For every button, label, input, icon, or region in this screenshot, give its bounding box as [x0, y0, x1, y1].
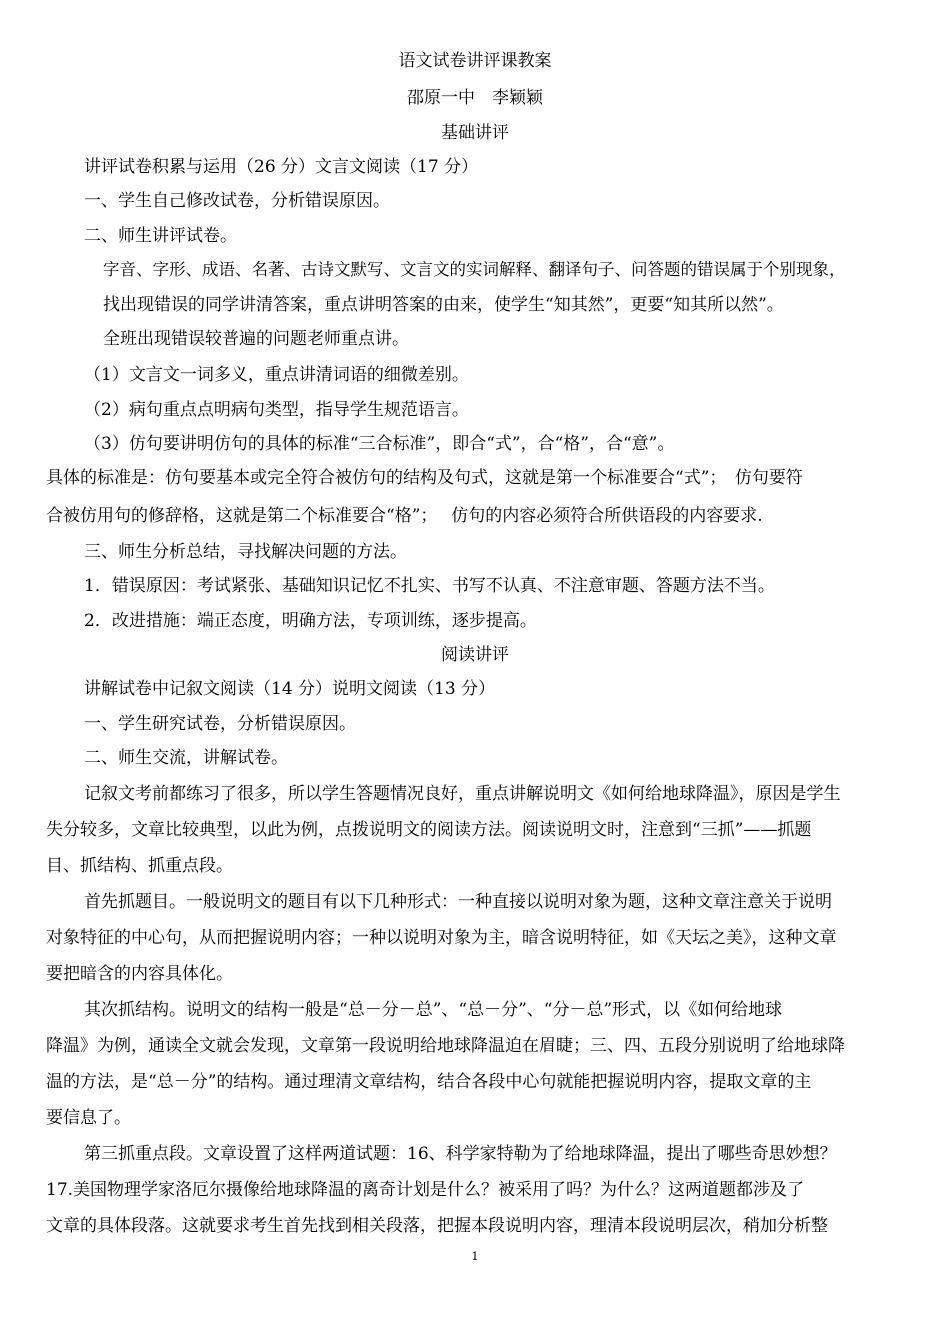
- text-line: 二、师生交流，讲解试卷。: [84, 748, 288, 768]
- text-line: （2）病句重点点明病句类型，指导学生规范语言。: [84, 400, 469, 420]
- author-line: 邵原一中 李颖颖: [407, 88, 543, 108]
- text-line: 1．错误原因：考试紧张、基础知识记忆不扎实、书写不认真、不注意审题、答题方法不当。: [84, 576, 775, 596]
- text-line: 目、抓结构、抓重点段。: [46, 856, 233, 876]
- text-line: 首先抓题目。一般说明文的题目有以下几种形式：一种直接以说明对象为题，这种文章注意关于说明: [84, 892, 832, 912]
- text-line: 要信息了。: [46, 1108, 131, 1128]
- text-line: 一、学生研究试卷，分析错误原因。: [84, 714, 356, 734]
- text-line: 要把暗含的内容具体化。: [46, 964, 233, 984]
- text-line: 记叙文考前都练习了很多，所以学生答题情况良好，重点讲解说明文《如何给地球降温》，原因是学生: [84, 784, 841, 804]
- text-line: 降温》为例，通读全文就会发现，文章第一段说明给地球降温迫在眉睫；三、四、五段分别说明了给地球降: [46, 1036, 845, 1056]
- text-line: 找出现错误的同学讲清答案，重点讲明答案的由来，使学生“知其然”，更要“知其所以然”。: [103, 295, 784, 315]
- text-line: 讲评试卷积累与运用（26 分）文言文阅读（17 分）: [84, 157, 479, 177]
- document-title: 语文试卷讲评课教案: [398, 51, 552, 71]
- text-line: 二、师生讲评试卷。: [84, 226, 237, 246]
- text-line: 全班出现错误较普遍的问题老师重点讲。: [103, 329, 409, 349]
- text-line: 第三抓重点段。文章设置了这样两道试题：16、科学家特勒为了给地球降温，提出了哪些奇思妙想？: [84, 1144, 837, 1164]
- text-line: 温的方法，是“总－分”的结构。通过理清文章结构，结合各段中心句就能把握说明内容，提取文章的主: [46, 1072, 812, 1092]
- text-line: 合被仿用句的修辞格，这就是第二个标准要合“格”； 仿句的内容必须符合所供语段的内容要求.: [46, 506, 763, 526]
- text-line: 2．改进措施：端正态度，明确方法，专项训练，逐步提高。: [84, 611, 537, 631]
- text-line: （1）文言文一词多义，重点讲清词语的细微差别。: [84, 365, 469, 385]
- text-line: 三、师生分析总结，寻找解决问题的方法。: [84, 542, 407, 562]
- text-line: 失分较多，文章比较典型，以此为例，点拨说明文的阅读方法。阅读说明文时，注意到“三抓”——抓题: [46, 820, 812, 840]
- text-line: 字音、字形、成语、名著、古诗文默写、文言文的实词解释、翻译句子、问答题的错误属于个别现象，: [103, 260, 846, 279]
- text-line: （3）仿句要讲明仿句的具体的标准“三合标准”，即合“式”，合“格”，合“意”。: [84, 434, 675, 454]
- text-line: 讲解试卷中记叙文阅读（14 分）说明文阅读（13 分）: [84, 679, 496, 699]
- text-line: 17.美国物理学家洛厄尔摄像给地球降温的离奇计划是什么？被采用了吗？为什么？这两道题都涉及了: [46, 1180, 805, 1200]
- text-line: 文章的具体段落。这就要求考生首先找到相关段落，把握本段说明内容，理清本段说明层次，稍加分析整: [46, 1216, 828, 1236]
- text-line: 其次抓结构。说明文的结构一般是“总－分－总”、“总－分”、“分－总”形式，以《如何给地球: [84, 1000, 783, 1020]
- section-heading-reading: 阅读讲评: [441, 645, 509, 665]
- text-line: 具体的标准是：仿句要基本或完全符合被仿句的结构及句式，这就是第一个标准要合“式”； 仿句要符: [46, 468, 803, 488]
- page-number: 1: [471, 1250, 479, 1263]
- text-line: 一、学生自己修改试卷，分析错误原因。: [84, 191, 390, 211]
- section-heading-basic: 基础讲评: [441, 123, 509, 143]
- text-line: 对象特征的中心句，从而把握说明内容；一种以说明对象为主，暗含说明特征，如《天坛之美》，这种文章: [46, 928, 837, 948]
